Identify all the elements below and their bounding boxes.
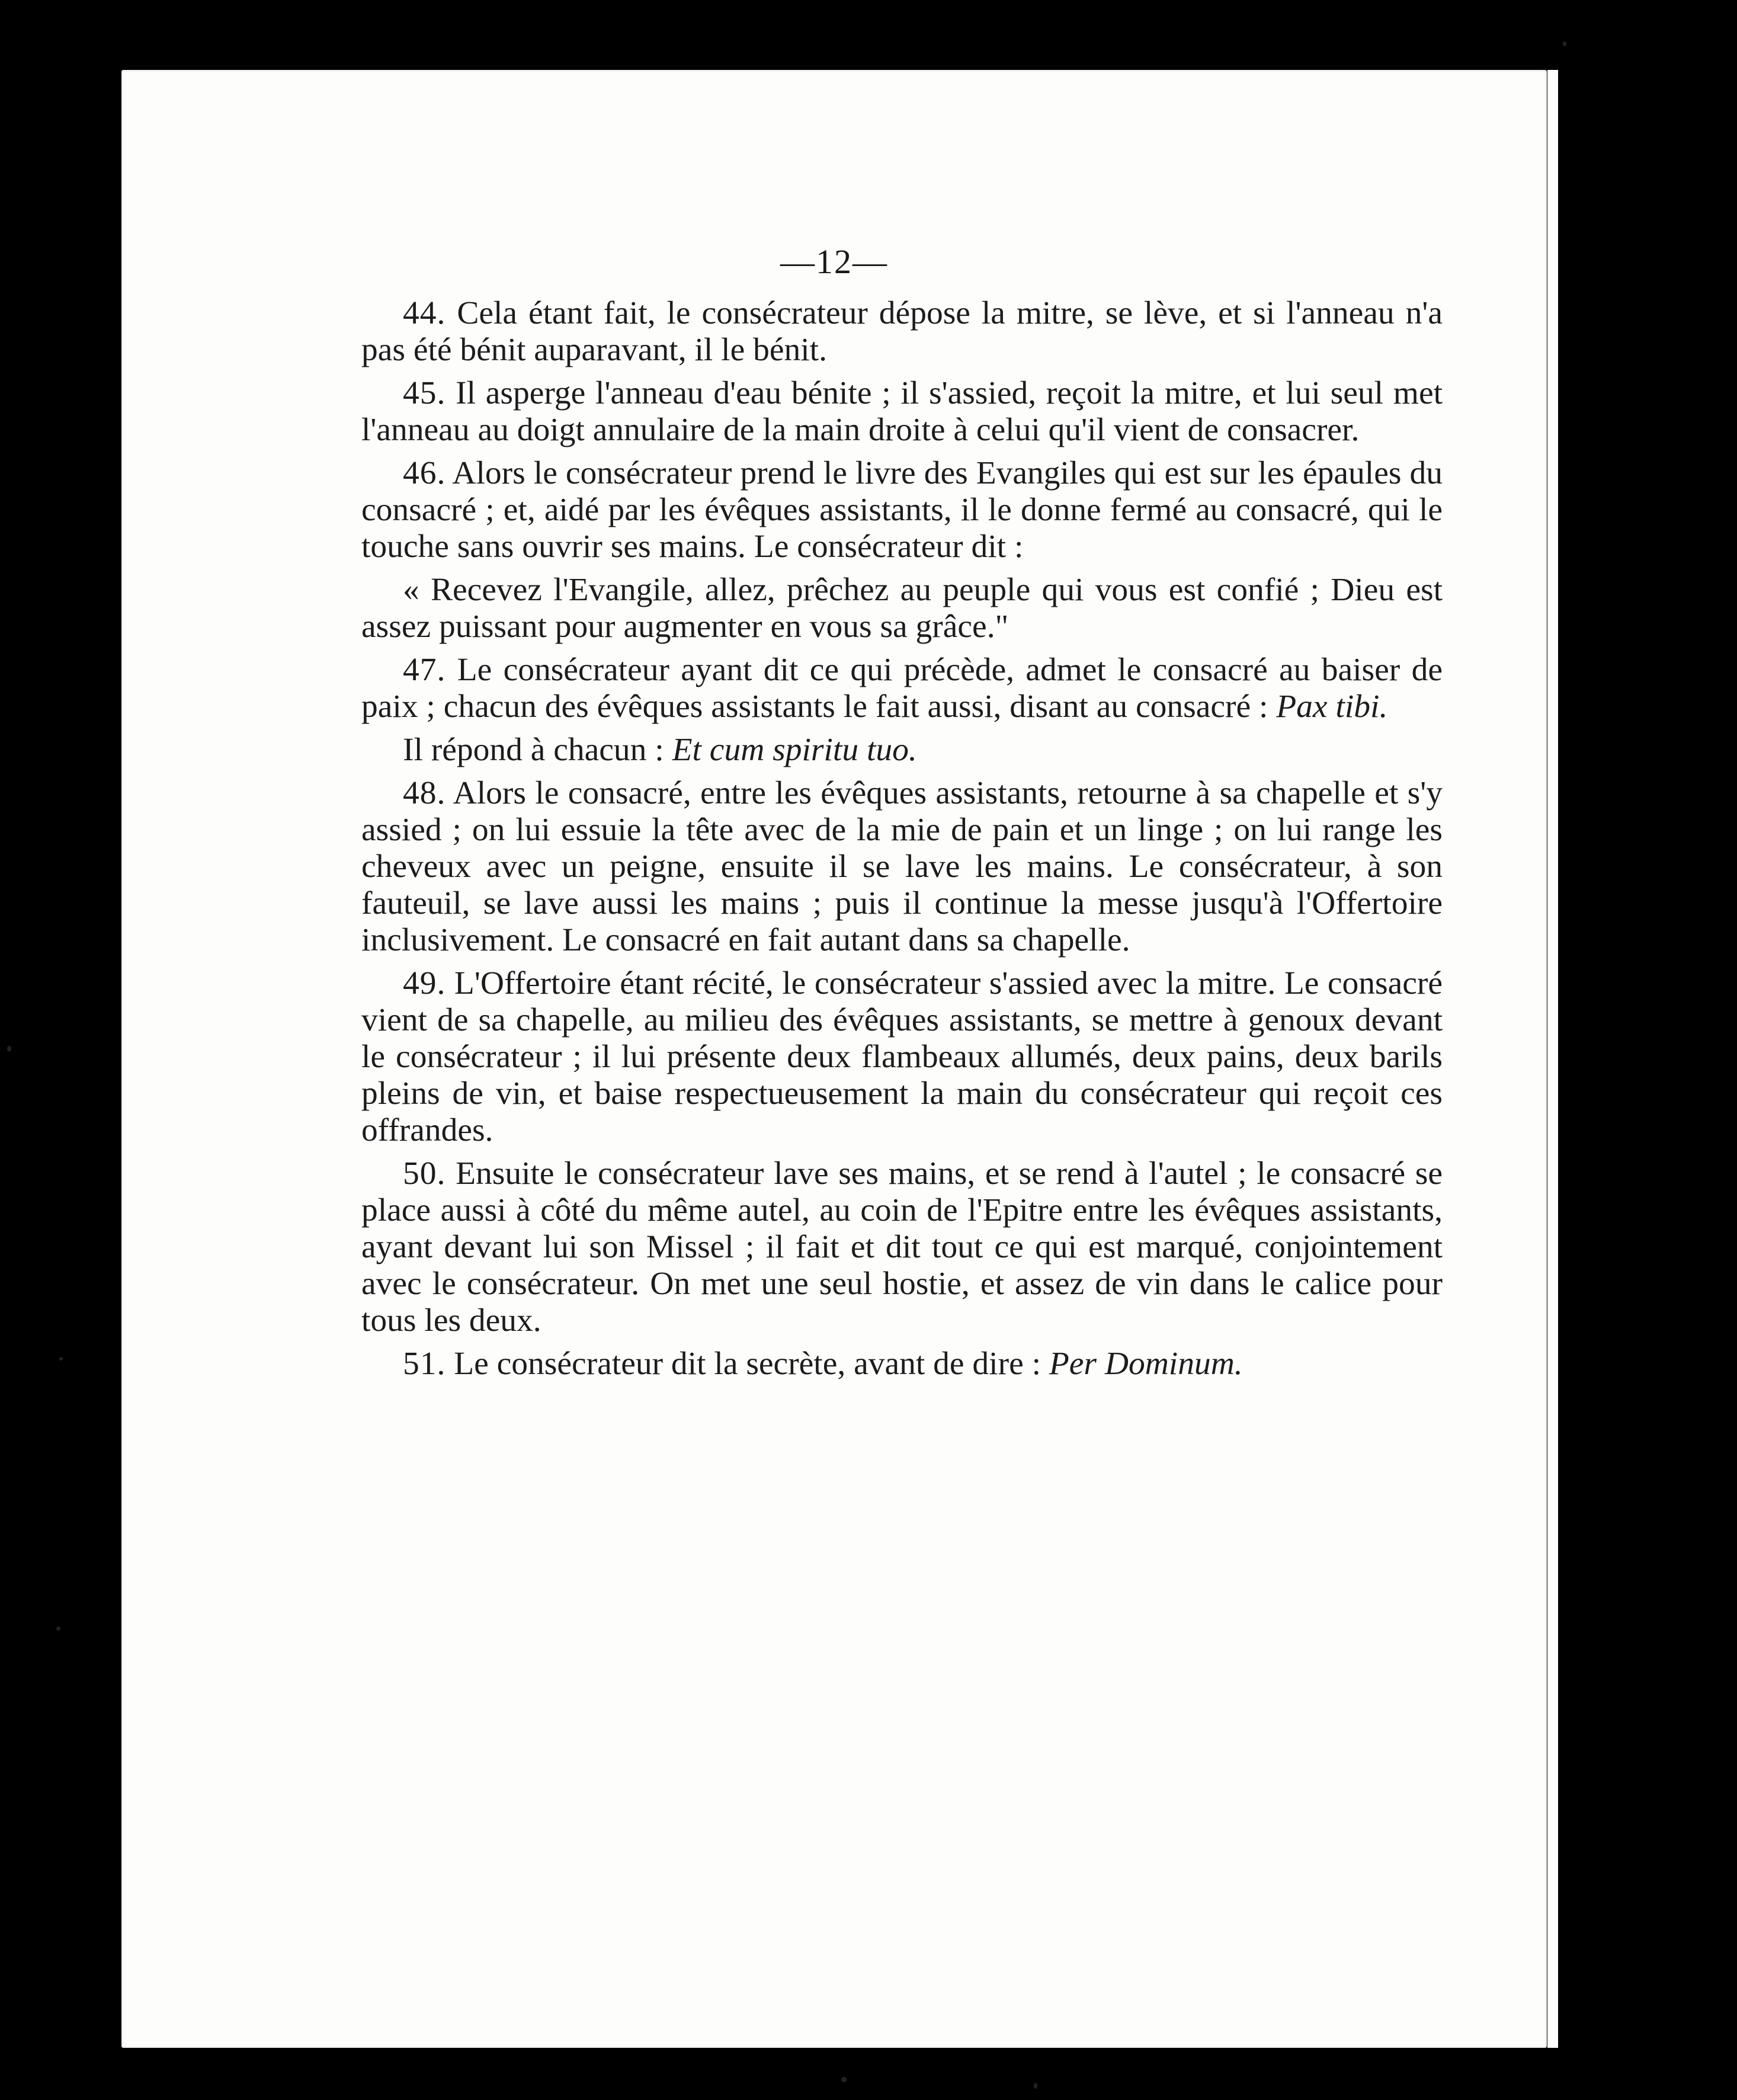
paragraph-number: 44. [403,295,446,331]
paragraph-number: 48. [403,775,446,811]
latin-phrase: Pax tibi. [1276,689,1388,725]
paragraph-text: Il asperge l'anneau d'eau bénite ; il s'assied, reçoit la mitre, et lui seul met l'anneau au doigt annulaire de la main droite à celui qu'il vient de consacrer. [361,375,1443,448]
paragraph-number: 51. [403,1346,446,1382]
document-page [121,70,1547,2048]
paragraph-text: Le consécrateur dit la secrète, avant de dire : [454,1346,1041,1382]
paragraph-text: Cela étant fait, le consécrateur dépose la mitre, se lève, et si l'anneau n'a pas été bénit auparavant, il le bénit. [361,295,1443,368]
scan-speck [7,1046,11,1052]
paragraph-44 [361,295,1443,369]
paragraph-45 [361,375,1443,449]
paragraph-48 [361,775,1443,959]
scan-speck [59,1357,63,1360]
paragraph-47 [361,652,1443,725]
paragraph-number: 46. [403,455,446,491]
scan-speck [1563,41,1566,46]
scan-speck [56,1627,60,1631]
paragraph-text: Ensuite le consécrateur lave ses mains, et se rend à l'autel ; le consacré se place aussi à côté du même autel, au coin de l'Epitre entre les évêques assistants, ayant devant lui son Missel ; il fait et dit tout ce qui est marqué, conjointement avec le consécrateur. On met une seul hostie, et assez de vin dans le calice pour tous les deux. [361,1155,1443,1339]
paragraph-text: Alors le consacré, entre les évêques assistants, retourne à sa chapelle et s'y assied ; on lui essuie la tête avec de la mie de pain et un linge ; on lui range les cheveux avec un peigne, ensuite il se lave les mains. Le consécrateur, à son fauteuil, se lave aussi les mains ; puis il continue la messe jusqu'à l'Offertoire inclusivement. Le consacré en fait autant dans sa chapelle. [361,775,1443,958]
paragraph-number: 45. [403,375,446,411]
adjacent-page-edge [1547,70,1558,2048]
paragraph-46 [361,455,1443,565]
paragraph-text: Le consécrateur ayant dit ce qui précède, admet le consacré au baiser de paix ; chacun des évêques assistants le fait aussi, disant au consacré : [361,652,1443,725]
quotation-paragraph [361,572,1443,645]
latin-phrase: Et cum spiritu tuo. [672,732,917,768]
body-text [361,295,1443,1389]
paragraph-text: « Recevez l'Evangile, allez, prêchez au peuple qui vous est confié ; Dieu est assez puissant pour augmenter en vous sa grâce." [361,572,1443,645]
paragraph-number: 50. [403,1155,446,1192]
paragraph-number: 47. [403,652,446,688]
response-paragraph [361,732,1443,769]
scan-speck [841,2077,847,2082]
paragraph-51 [361,1346,1443,1382]
paragraph-number: 49. [403,965,446,1001]
paragraph-text: Alors le consécrateur prend le livre des Evangiles qui est sur les épaules du consacré ; et, aidé par les évêques assistants, il le donne fermé au consacré, qui le touche sans ouvrir ses mains. Le consécrateur dit : [361,455,1443,565]
page-number: —12— [780,242,888,281]
paragraph-50 [361,1155,1443,1339]
paragraph-text: Il répond à chacun : [403,732,664,768]
paragraph-text: L'Offertoire étant récité, le consécrateur s'assied avec la mitre. Le consacré vient de sa chapelle, au milieu des évêques assistants, se mettre à genoux devant le consécrateur ; il lui présente deux flambeaux allumés, deux pains, deux barils pleins de vin, et baise respectueusement la main du consécrateur qui reçoit ces offrandes. [361,965,1443,1148]
paragraph-49 [361,965,1443,1149]
latin-phrase: Per Dominum. [1049,1346,1243,1382]
scan-speck [1034,2083,1037,2089]
